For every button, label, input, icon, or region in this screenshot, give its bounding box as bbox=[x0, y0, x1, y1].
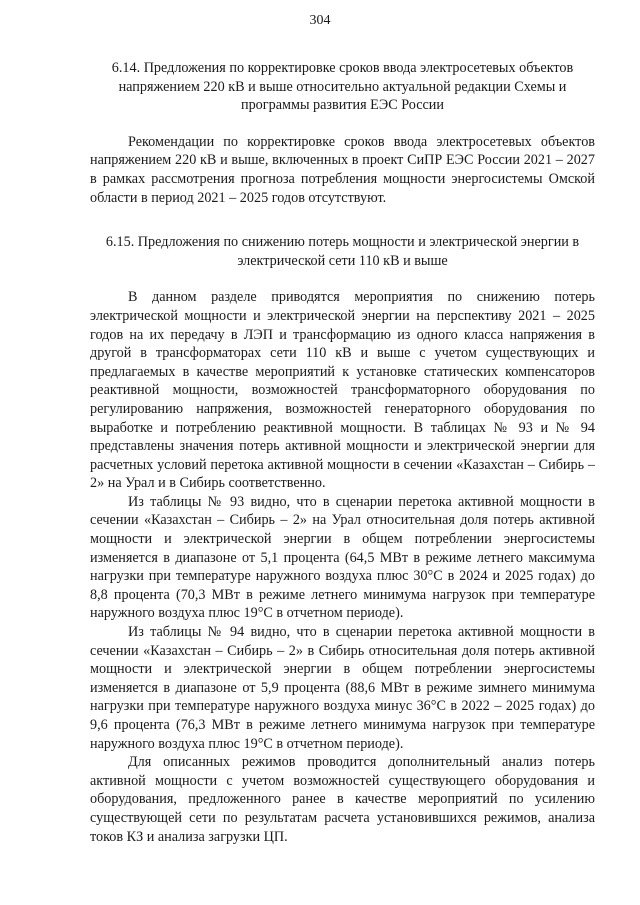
section-6-15-paragraph-2: Из таблицы № 93 видно, что в сценарии перетока активной мощности в сечении «Казахстан – Сибирь – 2» на Урал относительная доля потерь активной мощности и электрической энергии в общем потреблении энергосистемы изменяется в диапазоне от 5,1 процента (64,5 МВт в режиме летнего максимума нагрузки при температуре наружного воздуха плюс 30°С в 2024 и 2025 годах) до 8,8 процента (70,3 МВт в режиме летнего минимума нагрузок при температуре наружного воздуха плюс 19°С в отчетном периоде). bbox=[90, 493, 595, 622]
section-6-15-heading: 6.15. Предложения по снижению потерь мощности и электрической энергии в электрической сети 110 кВ и выше bbox=[105, 234, 580, 269]
section-6-14-paragraph-1: Рекомендации по корректировке сроков ввода электросетевых объектов напряжением 220 кВ и выше, включенных в проект СиПР ЕЭС России 2021 – 2027 в рамках рассмотрения прогноза потребления мощности энергосистемы Омской области в период 2021 – 2025 годов отсутствуют. bbox=[90, 133, 595, 206]
section-6-15-paragraph-3: Из таблицы № 94 видно, что в сценарии перетока активной мощности в сечении «Казахстан – Сибирь – 2» в Сибирь относительная доля потерь активной мощности и электрической энергии в общем потреблении энергосистемы изменяется в диапазоне от 5,9 процента (88,6 МВт в режиме зимнего минимума нагрузки при температуре наружного воздуха минус 36°С в 2022 – 2025 годах) до 9,6 процента (76,3 МВт в режиме летнего минимума нагрузок при температуре наружного воздуха плюс 19°С в отчетном периоде). bbox=[90, 624, 595, 752]
section-6-15-paragraph-4: Для описанных режимов проводится дополнительный анализ потерь активной мощности с учетом возможностей существующего оборудования и оборудования, предложенного ранее в качестве мероприятий по усилению существующей сети по результатам расчета установившихся режимов, анализа токов КЗ и анализа загрузки ЦП. bbox=[90, 754, 595, 845]
section-6-14-heading: 6.14. Предложения по корректировке сроков ввода электросетевых объектов напряжением 220 кВ и выше относительно актуальной редакции Схемы и программы развития ЕЭС России bbox=[111, 60, 574, 114]
page-number: 304 bbox=[309, 13, 331, 28]
document-body bbox=[90, 59, 595, 846]
section-6-15-paragraph-1: В данном разделе приводятся мероприятия по снижению потерь электрической мощности и электрической энергии на перспективу 2021 – 2025 годов на их передачу в ЛЭП и трансформацию из одного класса напряжения в другой в трансформаторах сети 110 кВ и выше с учетом существующих и предлагаемых в качестве мероприятий к установке статических компенсаторов реактивной мощности, возможностей трансформаторного оборудования по регулированию напряжения, возможностей генераторного оборудования по выработке и потреблению реактивной мощности. В таблицах № 93 и № 94 представлены значения потерь активной мощности и электрической энергии для расчетных условий перетока активной мощности в сечении «Казахстан – Сибирь – 2» на Урал и в Сибирь соответственно. bbox=[90, 289, 595, 492]
